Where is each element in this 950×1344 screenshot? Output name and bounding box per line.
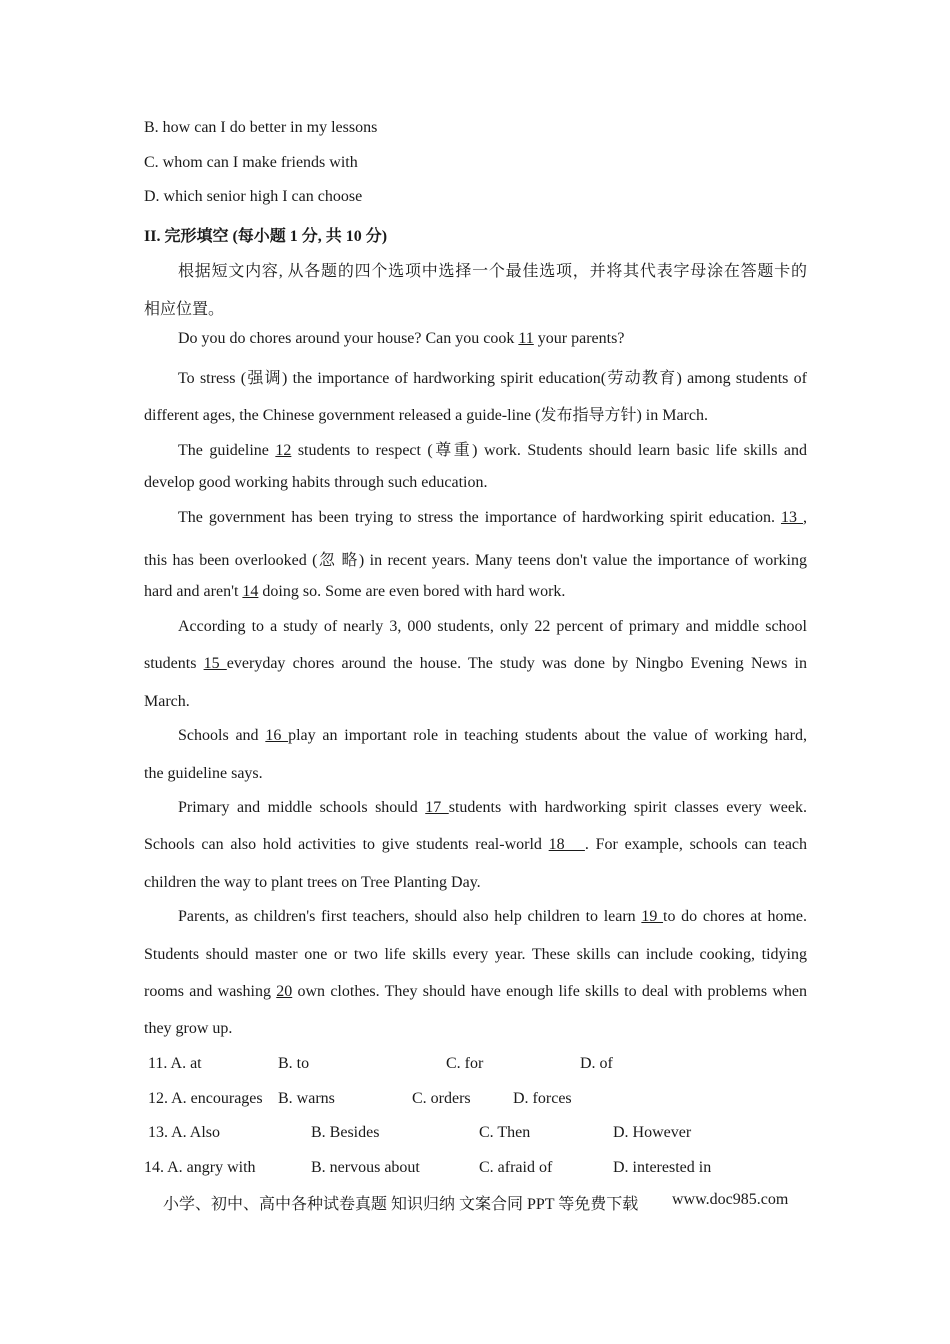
blank-11: 11 — [518, 330, 534, 347]
blank-15: 15 — [203, 655, 227, 672]
blank-17: 17 — [425, 799, 449, 816]
blank-19: 19 — [641, 908, 664, 925]
instruction-line-2: 相应位置。 — [144, 301, 225, 318]
option-b-line: B. how can I do better in my lessons — [144, 119, 378, 136]
passage-paragraph-4-line-3: hard and aren't 14 doing so. Some are even bored with hard work. — [144, 583, 566, 600]
passage-paragraph-5-line-1: According to a study of nearly 3, 000 students, only 22 percent of primary and middle school — [178, 618, 807, 635]
option-d-line: D. which senior high I can choose — [144, 188, 363, 205]
q13-option-c: C. Then — [479, 1124, 531, 1141]
instruction-line-1: 根据短文内容, 从各题的四个选项中选择一个最佳选项，并将其代表字母涂在答题卡的 — [178, 263, 807, 280]
q13-option-d: D. However — [613, 1124, 692, 1141]
section-heading: II. 完形填空 (每小题 1 分, 共 10 分) — [144, 228, 388, 245]
passage-paragraph-8-line-1: Parents, as children's first teachers, should also help children to learn 19 to do chores at home. — [178, 908, 808, 925]
passage-paragraph-2-line-1: To stress (强调) the importance of hardworking spirit education(劳动教育) among students of — [178, 370, 807, 387]
footer-text: 小学、初中、高中各种试卷真题 知识归纳 文案合同 PPT 等免费下载 — [163, 1196, 639, 1213]
q12-option-c: C. orders — [412, 1090, 471, 1107]
passage-paragraph-8-line-4: they grow up. — [144, 1020, 233, 1037]
passage-paragraph-4-line-2: this has been overlooked (忽 略) in recent years. Many teens don't value the importance of working — [144, 552, 807, 569]
q14-option-a: 14. A. angry with — [144, 1159, 256, 1176]
passage-paragraph-7-line-2: Schools can also hold activities to give students real-world 18 . For example, schools can teach — [144, 836, 808, 853]
blank-12: 12 — [275, 442, 292, 459]
q14-option-d: D. interested in — [613, 1159, 712, 1176]
q14-option-c: C. afraid of — [479, 1159, 553, 1176]
passage-paragraph-4-line-1: The government has been trying to stress the importance of hardworking spirit education. 13 , — [178, 509, 808, 526]
q13-option-a: 13. A. Also — [148, 1124, 221, 1141]
blank-20: 20 — [276, 983, 293, 1000]
passage-paragraph-7-line-3: children the way to plant trees on Tree Planting Day. — [144, 874, 481, 891]
passage-paragraph-8-line-2: Students should master one or two life skills every year. These skills can include cooking, tidying — [144, 946, 807, 963]
passage-paragraph-1: Do you do chores around your house? Can you cook 11 your parents? — [178, 330, 625, 347]
page-footer — [163, 1191, 789, 1214]
q11-option-b: B. to — [278, 1055, 310, 1072]
passage-paragraph-5-line-3: March. — [144, 693, 190, 710]
q14-option-b: B. nervous about — [311, 1159, 420, 1176]
passage-paragraph-7-line-1: Primary and middle schools should 17 students with hardworking spirit classes every week. — [178, 799, 807, 816]
footer-url[interactable]: www.doc985.com — [672, 1191, 789, 1208]
q11-option-d: D. of — [580, 1055, 613, 1072]
passage-paragraph-2-line-2: different ages, the Chinese government released a guide-line (发布指导方针) in March. — [144, 407, 708, 424]
blank-13: 13 — [780, 509, 804, 526]
passage-paragraph-6-line-1: Schools and 16 play an important role in teaching students about the value of working hard, — [178, 727, 808, 744]
q11-option-c: C. for — [446, 1055, 484, 1072]
blank-14: 14 — [242, 583, 259, 600]
passage-paragraph-6-line-2: the guideline says. — [144, 765, 263, 782]
q13-option-b: B. Besides — [311, 1124, 380, 1141]
q11-option-a: 11. A. at — [148, 1055, 202, 1072]
passage-paragraph-3-line-1: The guideline 12 students to respect (尊重) work. Students should learn basic life skills and — [178, 442, 807, 459]
q12-option-a: 12. A. encourages — [148, 1090, 263, 1107]
option-c-line: C. whom can I make friends with — [144, 154, 358, 171]
passage-paragraph-5-line-2: students 15 everyday chores around the house. The study was done by Ningbo Evening News in — [144, 655, 808, 672]
q12-option-b: B. warns — [278, 1090, 335, 1107]
blank-18: 18 — [548, 836, 585, 853]
q12-option-d: D. forces — [513, 1090, 572, 1107]
passage-paragraph-3-line-2: develop good working habits through such education. — [144, 474, 488, 491]
blank-16: 16 — [265, 727, 289, 744]
passage-paragraph-8-line-3: rooms and washing 20 own clothes. They should have enough life skills to deal with problems when — [144, 983, 807, 1000]
